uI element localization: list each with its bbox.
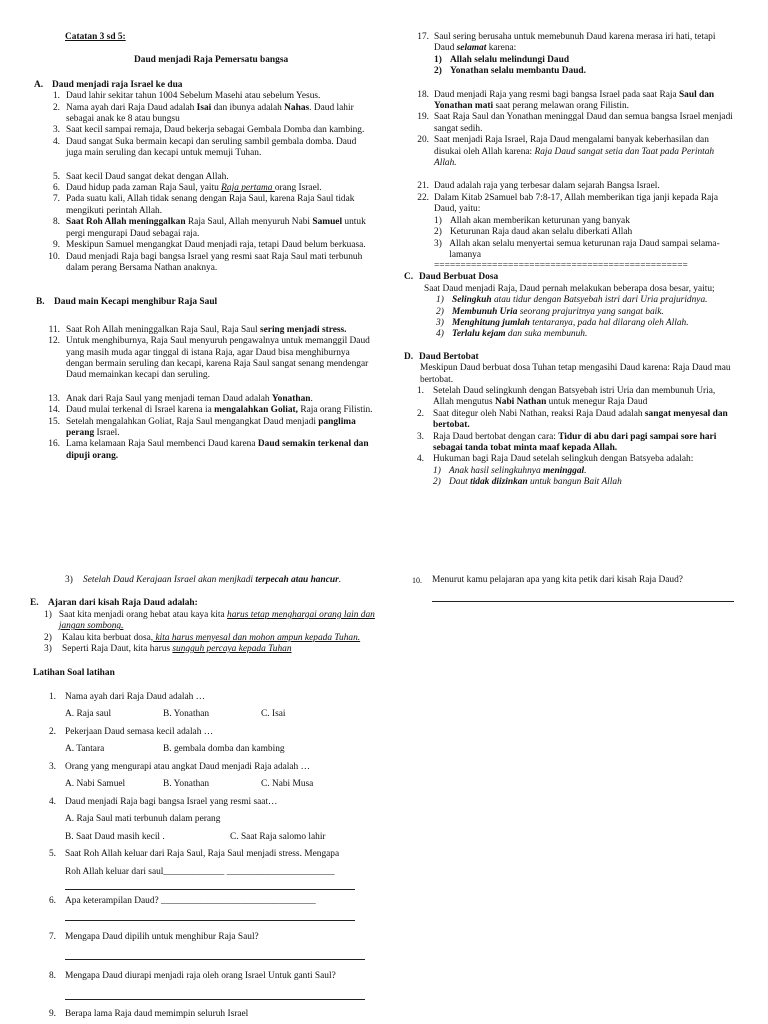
- sin-item-1: 1) Selingkuh atau tidur dengan Batsyebah istri dari Uria prajuridnya.: [436, 295, 708, 306]
- option-c[interactable]: C. Saat Raja salomo lahir: [230, 831, 326, 842]
- list-item-3: 3. Saat kecil sampai remaja, Daud bekerja sebagai Gembala Domba dan kambing.: [52, 125, 365, 136]
- option-b[interactable]: B. Yonathan: [163, 709, 210, 720]
- list-item-11: 11. Saat Roh Allah meninggalkan Raja Saul, Raja Saul sering menjadi stress.: [48, 324, 347, 335]
- option-b[interactable]: B. Yonathan: [163, 779, 210, 790]
- division-item-3: 3) Setelah Daud Kerajaan Israel akan menjkadi terpecah atau hancur.: [65, 575, 342, 585]
- repent-item-4-sub-2: 2) Daut tidak diizinkan untuk bangun Bait Allah: [433, 477, 622, 488]
- separator-line: ================================================: [434, 261, 688, 272]
- list-item-6: 6. Daud hidup pada zaman Raja Saul, yaitu Raja pertama orang Israel.: [52, 183, 322, 194]
- question-6: 6. Apa keterampilan Daud? _________________________________: [48, 896, 316, 907]
- list-item-7: 7. Pada suatu kali, Allah tidak senang dengan Raja Saul, karena Raja Saul tidak mengikuti perintah Allah.: [52, 194, 355, 216]
- repent-item-4-sub-1: 1) Anak hasil selingkuhnya meninggal.: [433, 465, 587, 476]
- repent-item-4: 4. Hukuman bagi Raja Daud setelah selingkuh dengan Batsyeba adalah:: [416, 454, 694, 465]
- list-item-10: 10. Daud menjadi Raja bagi bangsa Israel yang resmi saat Raja Saul mati terbunuh dalam perang Bersama Nathan anaknya.: [48, 251, 363, 273]
- question-2-options: [38, 744, 375, 756]
- list-item-16: 16. Lama kelamaan Raja Saul membenci Daud karena Daud semakin terkenal dan dipuji orang.: [48, 439, 369, 461]
- lesson-item-2: 2) Kalau kita berbuat dosa, kita harus menyesal dan mohon ampun kepada Tuhan.: [44, 632, 361, 643]
- question-8: 8. Mengapa Daud diurapi menjadi raja oleh orang Israel Untuk ganti Saul?: [48, 971, 336, 982]
- list-item-8: 8. Saat Roh Allah meninggalkan Raja Saul, Allah menyuruh Nabi Samuel untuk pergi mengurapi Daud sebagai raja.: [52, 217, 366, 239]
- list-item-13: 13. Anak dari Raja Saul yang menjadi teman Daud adalah Yonathan.: [48, 393, 313, 404]
- option-b[interactable]: B. gembala domba dan kambing: [163, 744, 285, 755]
- answer-line[interactable]: [65, 920, 355, 921]
- list-item-4: 4. Daud sangat Suka bermain kecapi dan seruling sambil gembala domba. Daud juga main seruling dan kecapi untuk memuji Tuhan.: [52, 136, 357, 159]
- question-9: 9. Berapa lama Raja daud memimpin seluruh Israel: [48, 1008, 249, 1019]
- sin-item-3: 3) Menghitung jumlah tentaranya, pada hal dilarang oleh Allah.: [436, 317, 689, 328]
- answer-line[interactable]: [65, 889, 355, 890]
- repent-item-3: 3. Raja Daud bertobat dengan cara: Tidur di abu dari pagi sampai sore hari sebagai tanda tobat minta maaf kepada Allah.: [416, 431, 717, 453]
- sin-item-4: 4) Terlalu kejam dan suka membunuh.: [436, 329, 588, 340]
- question-1-options: [38, 709, 375, 721]
- question-3: 3. Orang yang mengurapi atau angkat Daud menjadi Raja adalah …: [48, 761, 310, 772]
- list-item-19: 19. Saat Raja Saul dan Yonathan meninggal Daud dan semua bangsa Israel menjadi sangat sedih.: [417, 112, 733, 134]
- question-10: 10. Menurut kamu pelajaran apa yang kita petik dari kisah Raja Daud?: [412, 575, 683, 585]
- list-item-21: 21. Daud adalah raja yang terbesar dalam sejarah Bangsa Israel.: [417, 181, 660, 192]
- section-b-heading: B. Daud main Kecapi menghibur Raja Saul: [36, 297, 218, 308]
- list-item-20: 20. Saat menjadi Raja Israel, Raja Daud mengalami banyak keberhasilan dan disukai oleh Allah karena: Raja Daud sangat setia dan Taat pada Perintah Allah.: [417, 135, 715, 169]
- question-7: 7. Mengapa Daud dipilih untuk menghibur Raja Saul?: [48, 931, 259, 942]
- list-item-22-sub-1: 1) Allah akan memberikan keturunan yang banyak: [434, 215, 630, 226]
- question-2: 2. Pekerjaan Daud semasa kecil adalah …: [48, 726, 214, 737]
- catatan-title: Catatan 3 sd 5:: [65, 32, 126, 42]
- answer-line[interactable]: [65, 959, 365, 960]
- list-item-17-sub-2: 2) Yonathan selalu membantu Daud.: [434, 66, 586, 77]
- section-a-heading: A. Daud menjadi raja Israel ke dua: [34, 79, 183, 90]
- section-c-heading: C. Daud Berbuat Dosa: [404, 272, 499, 283]
- list-item-18: 18. Daud menjadi Raja yang resmi bagi bangsa Israel pada saat Raja Saul dan Yonathan mati saat perang melawan orang Filistin.: [417, 89, 715, 112]
- question-1: 1. Nama ayah dari Raja Daud adalah …: [48, 691, 206, 702]
- section-c-intro: Saat Daud menjadi Raja, Daud pernah melakukan beberapa dosa besar, yaitu;: [424, 283, 715, 294]
- list-item-17: 17. Saul sering berusaha untuk memebunuh Daud karena merasa iri hati, tetapi Daud selamat karena:: [417, 32, 716, 54]
- repent-item-2: 2. Saat ditegur oleh Nabi Nathan, reaksi Raja Daud adalah sangat menyesal dan bertobat.: [416, 408, 728, 431]
- option-c[interactable]: C. Isai: [261, 709, 286, 720]
- option-a[interactable]: A. Tantara: [65, 744, 105, 755]
- answer-line[interactable]: [432, 601, 734, 602]
- question-3-options: [38, 779, 375, 791]
- list-item-5: 5. Saat kecil Daud sangat dekat dengan Allah.: [52, 171, 229, 182]
- answer-line[interactable]: [65, 999, 365, 1000]
- exercise-title: Latihan Soal latihan: [33, 668, 115, 679]
- option-a[interactable]: A. Raja saul: [65, 709, 112, 720]
- sin-item-2: 2) Membunuh Uria seorang prajuritnya yang sangat baik.: [436, 306, 664, 317]
- option-c[interactable]: C. Nabi Musa: [261, 779, 314, 790]
- right-column-top: [404, 32, 737, 489]
- list-item-22: 22. Dalam Kitab 2Samuel bab 7:8-17, Allah memberikan tiga janji kepada Raja Daud, yaitu:: [417, 192, 719, 215]
- option-b[interactable]: B. Saat Daud masih kecil .: [65, 831, 165, 842]
- list-item-9: 9. Meskipun Samuel mengangkat Daud menjadi raja, tetapi Daud belum berkuasa.: [52, 240, 366, 251]
- list-item-14: 14. Daud mulai terkenal di Israel karena ia mengalahkan Goliat, Raja orang Filistin.: [48, 405, 373, 416]
- question-5: 5. Saat Roh Allah keluar dari Raja Saul, Raja Saul menjadi stress. Mengapa: [48, 849, 340, 860]
- section-e-heading: E. Ajaran dari kisah Raja Daud adalah:: [30, 598, 198, 609]
- list-item-12: 12. Untuk menghiburnya, Raja Saul menyuruh pengawalnya untuk memanggil Daud yang masih muda agar tinggal di istana Raja, agar Daud bisa menghiburnya dengan bermain seruling dan kecapi, karena Raja Saul sangat senang mendengar Daud memainkan kecapi dan seruling.: [48, 336, 370, 381]
- section-d-intro: Meskipun Daud berbuat dosa Tuhan tetap mengasihi Daud karena: Raja Daud mau bertobat.: [420, 363, 731, 385]
- list-item-22-sub-2: 2) Keturunan Raja daud akan selalu diberkati Allah: [434, 227, 633, 238]
- right-column-bottom: [412, 575, 737, 602]
- left-column-bottom: [30, 575, 375, 1020]
- main-title: Daud menjadi Raja Pemersatu bangsa: [134, 55, 289, 66]
- question-5-line-2: Roh Allah keluar dari saul_____________ _______________________: [65, 866, 335, 877]
- list-item-1: 1. Daud lahir sekitar tahun 1004 Sebelum Masehi atau sebelum Yesus.: [52, 91, 321, 102]
- list-item-2: 2. Nama ayah dari Raja Daud adalah Isai dan ibunya adalah Nahas. Daud lahir sebagai anak ke 8 atau bungsu: [52, 102, 354, 125]
- section-d-heading: D. Daud Bertobat: [404, 351, 479, 362]
- repent-item-1: 1. Setelah Daud selingkunh dengan Batsyebah istri Uria dan membunuh Uria, Allah mengutus Nabi Nathan untuk menegur Raja Daud: [416, 385, 716, 408]
- list-item-15: 15. Setelah mengalahkan Goliat, Raja Saul mengangkat Daud menjadi panglima perang Israel.: [48, 416, 356, 438]
- left-column-top: [34, 32, 374, 462]
- question-4-options: [38, 832, 375, 844]
- question-4-option-a[interactable]: A. Raja Saul mati terbunuh dalam perang: [65, 814, 221, 825]
- list-item-17-sub-1: 1) Allah selalu melindungi Daud: [434, 54, 570, 65]
- list-item-22-sub-3: 3) Allah akan selalu menyertai semua keturunan raja Daud sampai selama-lamanya: [434, 238, 720, 260]
- lesson-item-3: 3) Seperti Raja Daut, kita harus sungguh percaya kepada Tuhan: [44, 644, 292, 655]
- question-4: 4. Daud menjadi Raja bagi bangsa Israel yang resmi saat…: [48, 796, 278, 807]
- option-a[interactable]: A. Nabi Samuel: [65, 779, 126, 790]
- lesson-item-1: 1) Saat kita menjadi orang hebat atau kaya kita harus tetap menghargai orang lain dan jangan sombong.: [44, 609, 375, 632]
